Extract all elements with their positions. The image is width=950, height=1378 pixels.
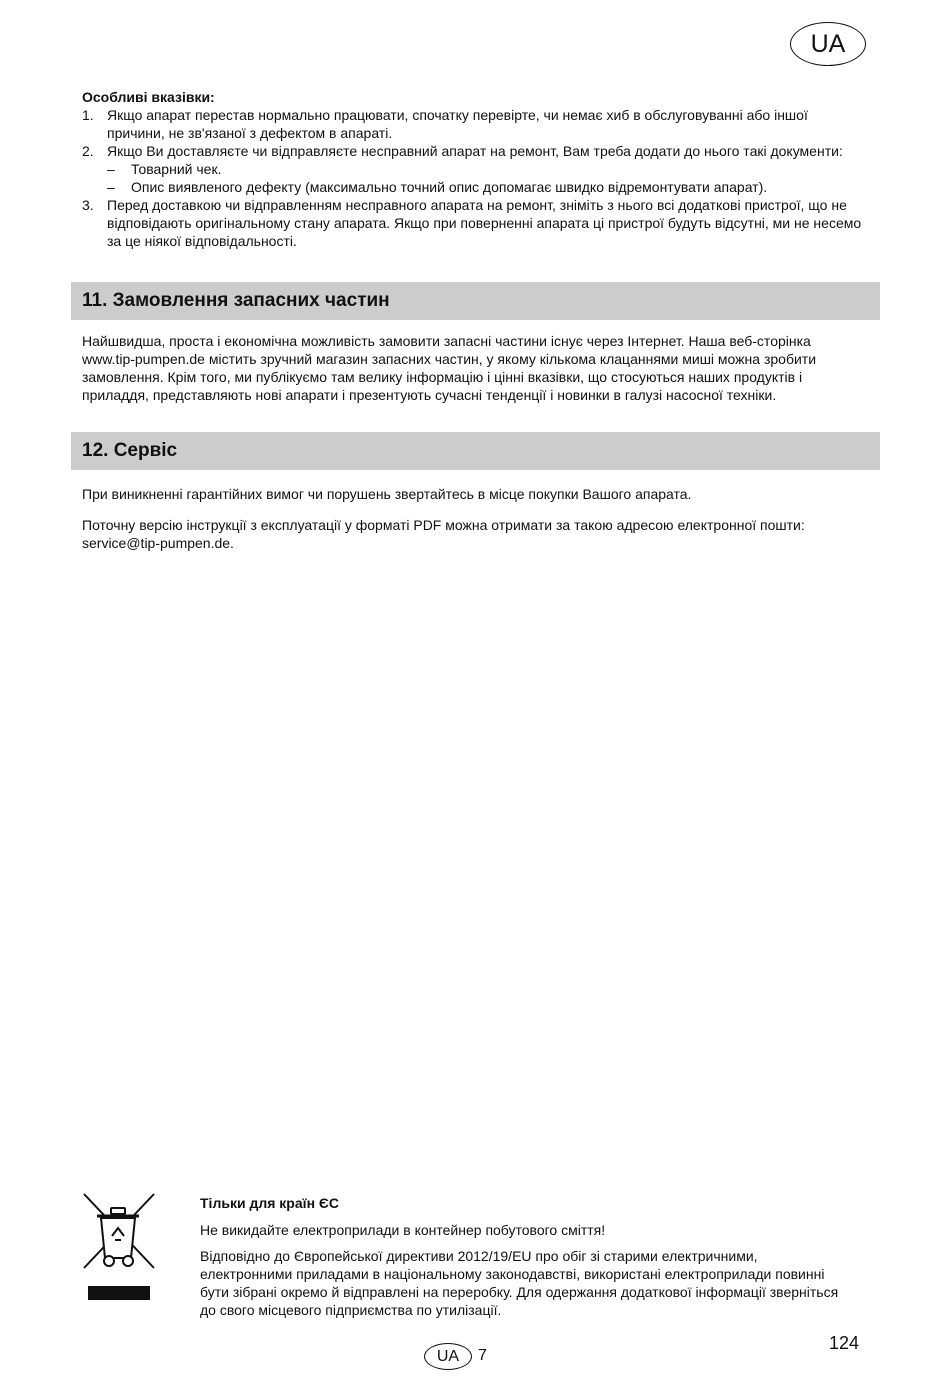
list-item: [82, 142, 862, 196]
section-12-title: 12. Сервіс: [82, 440, 178, 461]
sublist-item: [107, 160, 862, 178]
section-12-header: [71, 432, 880, 470]
section-12-paragraph-1: При виникненні гарантійних вимог чи порушень звертайтесь в місце покупки Вашого апарата.: [82, 486, 692, 502]
special-notes-heading: Особливі вказівки:: [82, 89, 215, 105]
sublist-item-text: Опис виявленого дефекту (максимально точний опис допомагає швидко відремонтувати апарат).: [131, 179, 768, 195]
sublist-item-text: Товарний чек.: [131, 161, 222, 177]
eu-notice-line-2: Відповідно до Європейської директиви 2012/19/EU про обіг зі старими електричними, електронними приладами в національному законодавстві, використані електроприлади повинні бути зібрані окремо й відправлені на переробку. Для одержання додаткової інформації зверніться до свого місцевого підприємства по утилізації.: [200, 1248, 839, 1318]
footer-language-badge: UA: [424, 1343, 472, 1370]
list-item-number: 2.: [82, 143, 94, 159]
section-12-paragraph-2: Поточну версію інструкції з експлуатації у форматі PDF можна отримати за такою адресою електронної пошти: service@tip-pumpen.de.: [82, 517, 805, 551]
list-item-text: Якщо Ви доставляєте чи відправляєте несправний апарат на ремонт, Вам треба додати до нього такі документи:: [107, 143, 843, 159]
section-11-header: [71, 282, 880, 320]
dash-marker: –: [107, 161, 115, 177]
list-item-text: Якщо апарат перестав нормально працювати, спочатку перевірте, чи немає хиб в обслуговуванні або іншої причини, не зв'язаної з дефектом в апараті.: [107, 107, 808, 141]
eu-notice-heading: Тільки для країн ЄС: [200, 1195, 339, 1211]
page-number: 124: [829, 1333, 860, 1353]
sublist-item: [107, 178, 862, 196]
special-notes-list: [82, 106, 862, 250]
list-item: [82, 196, 862, 250]
section-11-paragraph: Найшвидша, проста і економічна можливість замовити запасні частини існує через Інтернет. Наша веб-сторінка www.tip-pumpen.de містить зручний магазин запасних частин, у якому кількома клацаннями миші можна зробити замовлення. Крім того, ми публікуємо там велику інформацію і цінні вказівки, що стосуються наших продуктів і приладдя, представляють нові апарати і презентують сучасні тенденції і новинки в галузі насосної техніки.: [82, 333, 817, 403]
dash-marker: –: [107, 179, 115, 195]
language-badge: UA: [790, 22, 866, 66]
list-item-number: 1.: [82, 107, 94, 123]
eu-notice-line-1: Не викидайте електроприлади в контейнер побутового сміття!: [200, 1222, 606, 1238]
documents-sublist: [107, 160, 862, 196]
list-item-number: 3.: [82, 197, 94, 213]
weee-bin-icon: [82, 1192, 156, 1302]
section-11-title: 11. Замовлення запасних частин: [82, 290, 390, 311]
footer-local-page-number: 7: [478, 1347, 487, 1364]
list-item-text: Перед доставкою чи відправленням несправного апарата на ремонт, зніміть з нього всі додаткові пристрої, що не відповідають оригінальному стану апарата. Якщо при поверненні апарата ці пристрої будуть відсутні, ми не несемо за це ніякої відповідальності.: [107, 197, 862, 249]
list-item: [82, 106, 862, 142]
